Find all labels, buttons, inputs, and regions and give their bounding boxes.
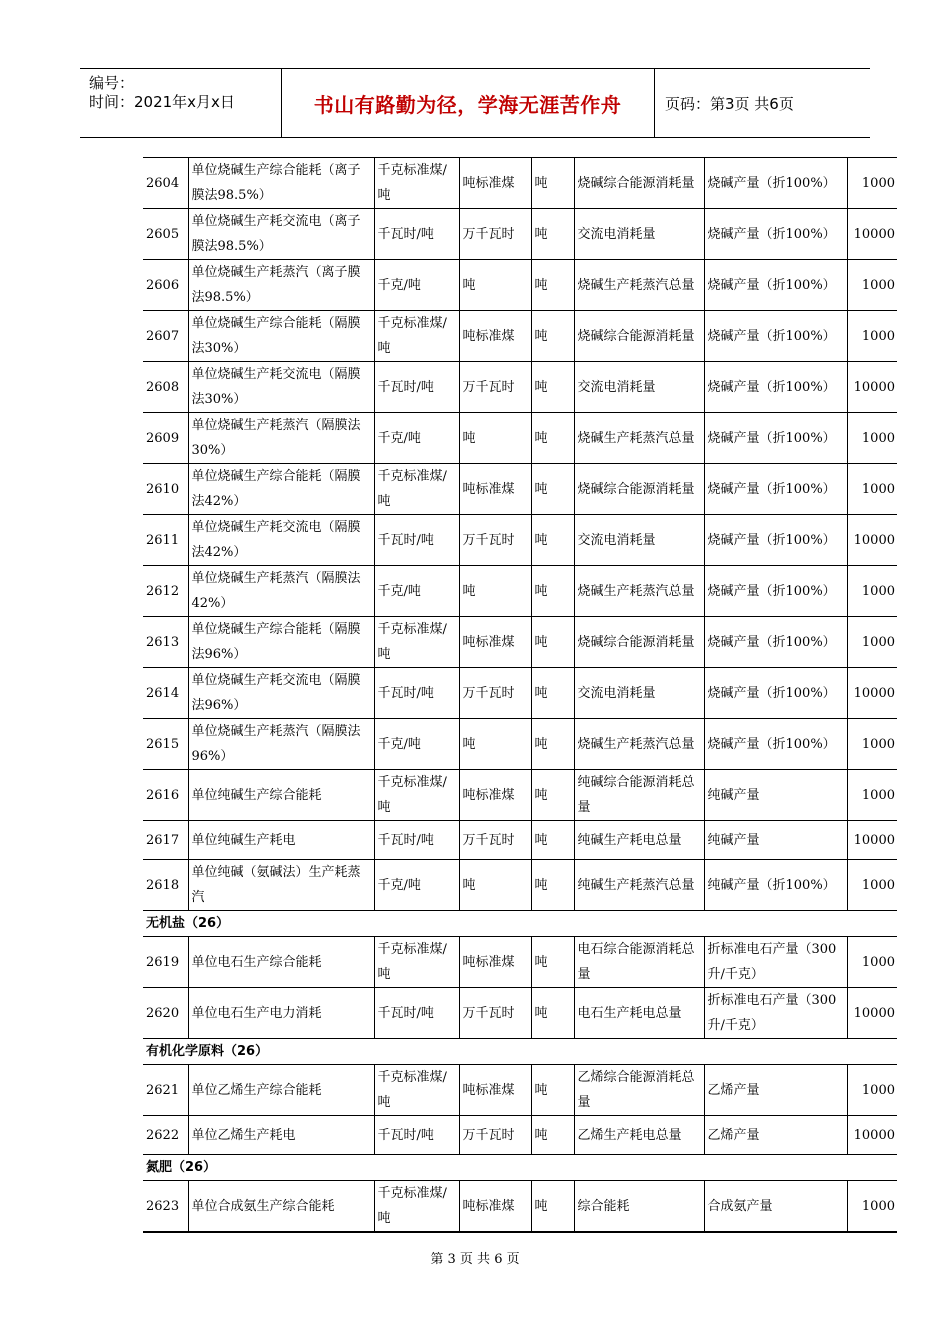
indicator-name: 单位纯碱生产综合能耗: [188, 770, 374, 821]
indicator-name: 单位纯碱生产耗电: [188, 821, 374, 860]
numerator-unit: 吨: [459, 860, 531, 911]
denominator-unit: 吨: [531, 566, 574, 617]
numerator-item: 烧碱综合能源消耗量: [574, 464, 704, 515]
table-row: [143, 158, 897, 209]
denominator-unit: 吨: [531, 362, 574, 413]
denominator-item: 烧碱产量（折100%）: [704, 260, 847, 311]
indicator-code: 2622: [143, 1116, 188, 1155]
numerator-item: 交流电消耗量: [574, 362, 704, 413]
denominator-item: 纯碱产量: [704, 821, 847, 860]
denominator-unit: 吨: [531, 668, 574, 719]
indicator-code: 2623: [143, 1181, 188, 1233]
numerator-item: 烧碱综合能源消耗量: [574, 311, 704, 362]
indicator-code: 2606: [143, 260, 188, 311]
conversion-factor: 10000: [847, 515, 897, 566]
table-row: [143, 260, 897, 311]
numerator-unit: 万千瓦时: [459, 1116, 531, 1155]
indicator-unit: 千克标准煤/吨: [374, 1065, 459, 1116]
denominator-unit: 吨: [531, 158, 574, 209]
denominator-item: 烧碱产量（折100%）: [704, 209, 847, 260]
numerator-item: 烧碱综合能源消耗量: [574, 158, 704, 209]
table-row: [143, 413, 897, 464]
denominator-item: 烧碱产量（折100%）: [704, 668, 847, 719]
conversion-factor: 1000: [847, 617, 897, 668]
numerator-item: 烧碱生产耗蒸汽总量: [574, 566, 704, 617]
indicator-unit: 千克标准煤/吨: [374, 617, 459, 668]
time-label: 时间：2021年x月x日: [89, 93, 235, 111]
denominator-item: 折标准电石产量（300升/千克）: [704, 988, 847, 1039]
header-motto-cell: [281, 69, 655, 137]
denominator-unit: 吨: [531, 311, 574, 362]
denominator-item: 烧碱产量（折100%）: [704, 362, 847, 413]
denominator-unit: 吨: [531, 1181, 574, 1233]
category-label: 无机盐（26）: [143, 911, 897, 937]
indicator-unit: 千克标准煤/吨: [374, 464, 459, 515]
indicator-name: 单位乙烯生产耗电: [188, 1116, 374, 1155]
table-row: [143, 515, 897, 566]
numerator-unit: 万千瓦时: [459, 821, 531, 860]
conversion-factor: 1000: [847, 158, 897, 209]
conversion-factor: 10000: [847, 988, 897, 1039]
numerator-item: 纯碱生产耗蒸汽总量: [574, 860, 704, 911]
table-row: [143, 770, 897, 821]
indicator-name: 单位纯碱（氨碱法）生产耗蒸汽: [188, 860, 374, 911]
numerator-unit: 吨: [459, 260, 531, 311]
conversion-factor: 10000: [847, 668, 897, 719]
indicator-code: 2619: [143, 937, 188, 988]
indicator-name: 单位烧碱生产综合能耗（隔膜法30%）: [188, 311, 374, 362]
numerator-unit: 吨标准煤: [459, 311, 531, 362]
table-row: [143, 668, 897, 719]
indicator-unit: 千瓦时/吨: [374, 668, 459, 719]
table-row: [143, 719, 897, 770]
denominator-item: 乙烯产量: [704, 1065, 847, 1116]
indicator-code: 2610: [143, 464, 188, 515]
numerator-unit: 吨标准煤: [459, 158, 531, 209]
table-row: [143, 1181, 897, 1233]
denominator-item: 乙烯产量: [704, 1116, 847, 1155]
indicator-code: 2620: [143, 988, 188, 1039]
indicator-unit: 千克标准煤/吨: [374, 311, 459, 362]
indicator-unit: 千克标准煤/吨: [374, 770, 459, 821]
code-label: 编号：: [89, 74, 135, 92]
indicator-name: 单位合成氨生产综合能耗: [188, 1181, 374, 1233]
denominator-item: 纯碱产量（折100%）: [704, 860, 847, 911]
indicator-name: 单位烧碱生产耗交流电（隔膜法30%）: [188, 362, 374, 413]
indicator-name: 单位烧碱生产综合能耗（隔膜法96%）: [188, 617, 374, 668]
denominator-unit: 吨: [531, 937, 574, 988]
table-row: [143, 617, 897, 668]
denominator-item: 烧碱产量（折100%）: [704, 617, 847, 668]
indicator-code: 2612: [143, 566, 188, 617]
denominator-item: 折标准电石产量（300升/千克）: [704, 937, 847, 988]
category-label: 有机化学原料（26）: [143, 1039, 897, 1065]
indicator-name: 单位烧碱生产综合能耗（离子膜法98.5%）: [188, 158, 374, 209]
denominator-unit: 吨: [531, 413, 574, 464]
conversion-factor: 1000: [847, 770, 897, 821]
indicator-unit: 千克标准煤/吨: [374, 1181, 459, 1233]
indicator-code: 2607: [143, 311, 188, 362]
numerator-unit: 吨标准煤: [459, 1181, 531, 1233]
denominator-unit: 吨: [531, 1116, 574, 1155]
indicator-unit: 千克/吨: [374, 260, 459, 311]
page-number-label: 页码：第3页 共6页: [665, 94, 794, 113]
indicator-name: 单位烧碱生产耗交流电（离子膜法98.5%）: [188, 209, 374, 260]
indicator-unit: 千克/吨: [374, 860, 459, 911]
conversion-factor: 1000: [847, 719, 897, 770]
table-row: [143, 988, 897, 1039]
numerator-unit: 吨标准煤: [459, 1065, 531, 1116]
indicator-code: 2605: [143, 209, 188, 260]
page-header: [80, 68, 870, 138]
table-row: [143, 464, 897, 515]
table-row: [143, 209, 897, 260]
numerator-unit: 吨: [459, 719, 531, 770]
numerator-item: 烧碱生产耗蒸汽总量: [574, 260, 704, 311]
denominator-unit: 吨: [531, 770, 574, 821]
denominator-item: 烧碱产量（折100%）: [704, 515, 847, 566]
conversion-factor: 1000: [847, 413, 897, 464]
numerator-unit: 吨标准煤: [459, 770, 531, 821]
table-row: [143, 362, 897, 413]
denominator-unit: 吨: [531, 719, 574, 770]
conversion-factor: 1000: [847, 260, 897, 311]
indicator-unit: 千克/吨: [374, 413, 459, 464]
indicator-code: 2616: [143, 770, 188, 821]
indicator-code: 2615: [143, 719, 188, 770]
numerator-item: 烧碱生产耗蒸汽总量: [574, 719, 704, 770]
numerator-unit: 万千瓦时: [459, 515, 531, 566]
denominator-unit: 吨: [531, 209, 574, 260]
indicator-name: 单位烧碱生产综合能耗（隔膜法42%）: [188, 464, 374, 515]
indicator-name: 单位电石生产综合能耗: [188, 937, 374, 988]
indicator-unit: 千瓦时/吨: [374, 821, 459, 860]
indicator-name: 单位烧碱生产耗交流电（隔膜法96%）: [188, 668, 374, 719]
indicator-name: 单位烧碱生产耗交流电（隔膜法42%）: [188, 515, 374, 566]
numerator-unit: 吨标准煤: [459, 617, 531, 668]
denominator-item: 烧碱产量（折100%）: [704, 464, 847, 515]
numerator-item: 烧碱生产耗蒸汽总量: [574, 413, 704, 464]
numerator-item: 乙烯综合能源消耗总量: [574, 1065, 704, 1116]
table-row: [143, 937, 897, 988]
conversion-factor: 1000: [847, 311, 897, 362]
numerator-unit: 吨: [459, 413, 531, 464]
denominator-unit: 吨: [531, 821, 574, 860]
indicator-unit: 千瓦时/吨: [374, 1116, 459, 1155]
category-row: [143, 1155, 897, 1181]
denominator-unit: 吨: [531, 1065, 574, 1116]
numerator-unit: 万千瓦时: [459, 362, 531, 413]
denominator-unit: 吨: [531, 860, 574, 911]
numerator-unit: 万千瓦时: [459, 209, 531, 260]
indicator-name: 单位烧碱生产耗蒸汽（隔膜法42%）: [188, 566, 374, 617]
numerator-item: 电石综合能源消耗总量: [574, 937, 704, 988]
denominator-unit: 吨: [531, 988, 574, 1039]
denominator-unit: 吨: [531, 260, 574, 311]
denominator-item: 烧碱产量（折100%）: [704, 719, 847, 770]
numerator-item: 交流电消耗量: [574, 515, 704, 566]
category-row: [143, 1039, 897, 1065]
indicator-code: 2621: [143, 1065, 188, 1116]
denominator-item: 烧碱产量（折100%）: [704, 158, 847, 209]
indicator-code: 2609: [143, 413, 188, 464]
numerator-item: 纯碱综合能源消耗总量: [574, 770, 704, 821]
conversion-factor: 1000: [847, 566, 897, 617]
conversion-factor: 10000: [847, 209, 897, 260]
indicator-code: 2608: [143, 362, 188, 413]
motto: 书山有路勤为径，学海无涯苦作舟: [313, 92, 622, 117]
indicator-unit: 千瓦时/吨: [374, 988, 459, 1039]
conversion-factor: 10000: [847, 821, 897, 860]
numerator-item: 交流电消耗量: [574, 668, 704, 719]
category-label: 氮肥（26）: [143, 1155, 897, 1181]
numerator-unit: 吨标准煤: [459, 464, 531, 515]
indicator-unit: 千克/吨: [374, 719, 459, 770]
numerator-item: 烧碱综合能源消耗量: [574, 617, 704, 668]
table-row: [143, 1116, 897, 1155]
indicator-unit: 千克标准煤/吨: [374, 158, 459, 209]
denominator-unit: 吨: [531, 617, 574, 668]
indicator-code: 2613: [143, 617, 188, 668]
denominator-item: 烧碱产量（折100%）: [704, 413, 847, 464]
numerator-unit: 万千瓦时: [459, 988, 531, 1039]
numerator-unit: 吨: [459, 566, 531, 617]
page-footer: 第 3 页 共 6 页: [430, 1252, 520, 1267]
indicator-unit: 千克标准煤/吨: [374, 937, 459, 988]
denominator-unit: 吨: [531, 515, 574, 566]
denominator-item: 烧碱产量（折100%）: [704, 566, 847, 617]
denominator-item: 合成氨产量: [704, 1181, 847, 1233]
indicator-name: 单位烧碱生产耗蒸汽（隔膜法96%）: [188, 719, 374, 770]
indicator-code: 2617: [143, 821, 188, 860]
indicator-code: 2611: [143, 515, 188, 566]
table-row: [143, 1065, 897, 1116]
indicator-name: 单位烧碱生产耗蒸汽（隔膜法30%）: [188, 413, 374, 464]
table-row: [143, 821, 897, 860]
conversion-factor: 10000: [847, 1116, 897, 1155]
numerator-item: 乙烯生产耗电总量: [574, 1116, 704, 1155]
indicator-unit: 千瓦时/吨: [374, 362, 459, 413]
numerator-item: 交流电消耗量: [574, 209, 704, 260]
indicator-name: 单位烧碱生产耗蒸汽（离子膜法98.5%）: [188, 260, 374, 311]
numerator-unit: 万千瓦时: [459, 668, 531, 719]
numerator-item: 纯碱生产耗电总量: [574, 821, 704, 860]
table-row: [143, 311, 897, 362]
indicator-unit: 千瓦时/吨: [374, 515, 459, 566]
conversion-factor: 1000: [847, 1065, 897, 1116]
header-meta-cell: [80, 69, 282, 137]
conversion-factor: 1000: [847, 1181, 897, 1233]
indicator-table: [143, 157, 897, 1233]
table-body: [143, 158, 897, 1233]
denominator-item: 烧碱产量（折100%）: [704, 311, 847, 362]
category-row: [143, 911, 897, 937]
indicator-code: 2614: [143, 668, 188, 719]
indicator-unit: 千瓦时/吨: [374, 209, 459, 260]
indicator-name: 单位电石生产电力消耗: [188, 988, 374, 1039]
denominator-unit: 吨: [531, 464, 574, 515]
indicator-name: 单位乙烯生产综合能耗: [188, 1065, 374, 1116]
numerator-item: 综合能耗: [574, 1181, 704, 1233]
conversion-factor: 10000: [847, 362, 897, 413]
table-row: [143, 566, 897, 617]
numerator-item: 电石生产耗电总量: [574, 988, 704, 1039]
table-row: [143, 860, 897, 911]
conversion-factor: 1000: [847, 464, 897, 515]
indicator-unit: 千克/吨: [374, 566, 459, 617]
denominator-item: 纯碱产量: [704, 770, 847, 821]
indicator-code: 2618: [143, 860, 188, 911]
conversion-factor: 1000: [847, 860, 897, 911]
indicator-code: 2604: [143, 158, 188, 209]
numerator-unit: 吨标准煤: [459, 937, 531, 988]
header-page-cell: [655, 69, 870, 137]
conversion-factor: 1000: [847, 937, 897, 988]
